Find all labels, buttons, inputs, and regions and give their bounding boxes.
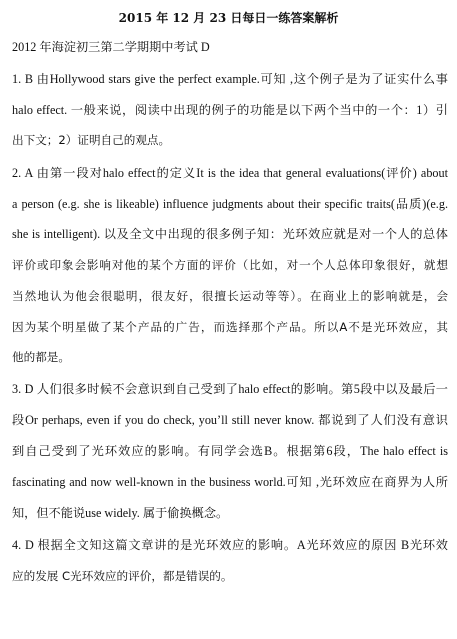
answer-3-line-5: 知，但不能说use widely. 属于偷换概念。: [12, 506, 229, 520]
answer-4-line-2: 应的发展 C光环效应的评价，都是错误的。: [12, 569, 233, 583]
answer-1-line-1: 1. B 由Hollywood stars give the perfect example.可知 ,这个例子是为了证实什么事: [12, 72, 448, 86]
answer-2-line-2: a person (e.g. she is likeable) influence judgments about their specific traits(品质)(e.g.: [12, 197, 448, 211]
exam-source-line: 2012 年海淀初三第二学期期中考试 D: [12, 40, 210, 54]
answer-4-line-1: 4. D 根据全文知这篇文章讲的是光环效应的影响。A光环效应的原因 B光环效: [12, 538, 448, 552]
answer-3-line-2: 段Or perhaps, even if you do check, you’ll still never know. 都说到了人们没有意识: [12, 413, 448, 427]
answer-2-line-3: she is intelligent). 以及全文中出现的很多例子知：光环效应就是对一个人的总体: [12, 227, 448, 241]
answer-2-line-4: 评价或印象会影响对他的某个方面的评价（比如，对一个人总体印象很好，就想: [12, 258, 448, 272]
answer-2-line-7: 他的都是。: [12, 350, 70, 364]
answer-3-line-4: fascinating and now well-known in the business world.可知 ,光环效应在商界为人所: [12, 475, 448, 489]
answer-1-line-3: 出下文；2）证明自己的观点。: [12, 133, 171, 147]
answer-2-line-5: 当然地认为他会很聪明，很友好，很擅长运动等等）。在商业上的影响就是，会: [12, 289, 448, 303]
answer-3-line-3: 到自己受到了光环效应的影响。有同学会选B。根据第6段，The halo effect is: [12, 444, 448, 458]
document-title: 2015 年 12 月 23 日每日一练答案解析: [118, 11, 339, 25]
answer-1-line-2: halo effect. 一般来说，阅读中出现的例子的功能是以下两个当中的一个：1）引: [12, 103, 448, 117]
answer-3-line-1: 3. D 人们很多时候不会意识到自己受到了halo effect的影响。第5段中以及最后一: [12, 382, 448, 396]
answer-2-line-1: 2. A 由第一段对halo effect的定义It is the idea that general evaluations(评价) about: [12, 166, 448, 180]
answer-2-line-6: 因为某个明星做了某个产品的广告，而选择那个产品。所以A不是光环效应，其: [12, 320, 448, 334]
